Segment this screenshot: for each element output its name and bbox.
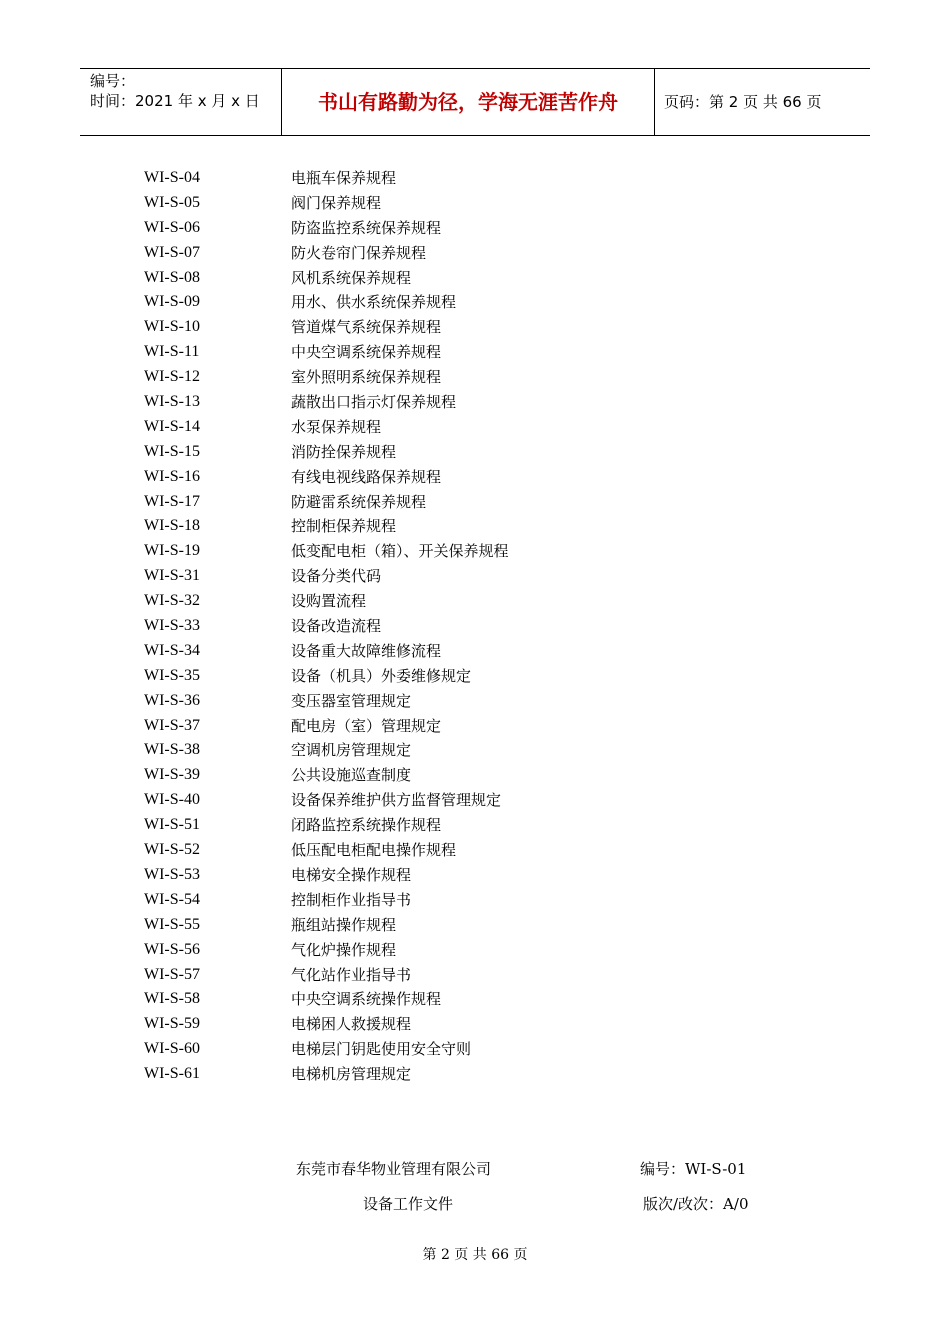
- item-title: 电梯机房管理规定: [291, 1065, 412, 1084]
- item-title: 瓶组站操作规程: [291, 915, 397, 934]
- item-code: WI-S-05: [144, 193, 200, 211]
- item-title: 设备重大故障维修流程: [291, 641, 442, 660]
- list-item: [144, 913, 744, 938]
- list-item: [144, 191, 744, 216]
- item-title: 设备（机具）外委维修规定: [291, 666, 472, 685]
- list-item: [144, 813, 744, 838]
- header-time-label: 时间：2021 年 x 月 x 日: [90, 92, 260, 110]
- item-code: WI-S-39: [144, 766, 200, 784]
- item-title: 室外照明系统保养规程: [291, 368, 442, 387]
- item-code: WI-S-53: [144, 865, 200, 883]
- list-item: [144, 440, 744, 465]
- list-item: [144, 415, 744, 440]
- item-code: WI-S-40: [144, 791, 200, 809]
- item-code: WI-S-59: [144, 1015, 200, 1033]
- item-title: 闭路监控系统操作规程: [291, 816, 442, 835]
- item-title: 中央空调系统操作规程: [291, 990, 442, 1009]
- footer-doc-number: 编号：WI-S-01: [640, 1160, 747, 1178]
- item-code: WI-S-36: [144, 691, 200, 709]
- list-item: [144, 987, 744, 1012]
- item-title: 电梯安全操作规程: [291, 865, 412, 884]
- item-code: WI-S-16: [144, 467, 200, 485]
- list-item: [144, 938, 744, 963]
- list-item: [144, 539, 744, 564]
- header-page-label: 页码：第 2 页 共 66 页: [664, 93, 822, 111]
- item-title: 防盗监控系统保养规程: [291, 218, 442, 237]
- item-title: 防火卷帘门保养规程: [291, 243, 427, 262]
- list-item: [144, 465, 744, 490]
- document-list: [144, 166, 744, 1087]
- item-code: WI-S-09: [144, 293, 200, 311]
- item-code: WI-S-33: [144, 617, 200, 635]
- item-code: WI-S-38: [144, 741, 200, 759]
- list-item: [144, 514, 744, 539]
- footer-revision: 版次/改次：A/0: [643, 1195, 749, 1213]
- item-title: 阀门保养规程: [291, 193, 382, 212]
- item-code: WI-S-56: [144, 940, 200, 958]
- item-code: WI-S-17: [144, 492, 200, 510]
- item-code: WI-S-13: [144, 393, 200, 411]
- item-code: WI-S-19: [144, 542, 200, 560]
- item-code: WI-S-61: [144, 1065, 200, 1083]
- header-motto: 书山有路勤为径，学海无涯苦作舟: [282, 69, 655, 135]
- item-title: 设备改造流程: [291, 617, 382, 636]
- item-code: WI-S-37: [144, 716, 200, 734]
- item-title: 控制柜保养规程: [291, 517, 397, 536]
- list-item: [144, 863, 744, 888]
- item-code: WI-S-06: [144, 218, 200, 236]
- list-item: [144, 365, 744, 390]
- list-item: [144, 166, 744, 191]
- item-code: WI-S-34: [144, 641, 200, 659]
- list-item: [144, 490, 744, 515]
- list-item: [144, 888, 744, 913]
- list-item: [144, 216, 744, 241]
- list-item: [144, 714, 744, 739]
- item-code: WI-S-31: [144, 567, 200, 585]
- list-item: [144, 838, 744, 863]
- item-title: 水泵保养规程: [291, 417, 382, 436]
- item-title: 电梯困人救援规程: [291, 1015, 412, 1034]
- list-item: [144, 589, 744, 614]
- list-item: [144, 241, 744, 266]
- item-title: 公共设施巡查制度: [291, 766, 412, 785]
- item-title: 电瓶车保养规程: [291, 169, 397, 187]
- item-code: WI-S-15: [144, 442, 200, 460]
- item-code: WI-S-18: [144, 517, 200, 535]
- item-title: 配电房（室）管理规定: [291, 716, 442, 735]
- footer-company: 东莞市春华物业管理有限公司: [296, 1160, 492, 1178]
- item-code: WI-S-54: [144, 890, 200, 908]
- item-code: WI-S-14: [144, 417, 200, 435]
- list-item: [144, 1062, 744, 1087]
- list-item: [144, 639, 744, 664]
- list-item: [144, 315, 744, 340]
- list-item: [144, 738, 744, 763]
- item-title: 有线电视线路保养规程: [291, 467, 442, 486]
- item-title: 设备分类代码: [291, 567, 382, 586]
- item-title: 风机系统保养规程: [291, 268, 412, 287]
- list-item: [144, 614, 744, 639]
- item-title: 用水、供水系统保养规程: [291, 293, 457, 312]
- list-item: [144, 788, 744, 813]
- item-code: WI-S-35: [144, 666, 200, 684]
- item-title: 控制柜作业指导书: [291, 890, 412, 909]
- footer-doc-type: 设备工作文件: [363, 1195, 454, 1213]
- item-code: WI-S-32: [144, 592, 200, 610]
- page-number: 第 2 页 共 66 页: [422, 1247, 528, 1263]
- list-item: [144, 340, 744, 365]
- item-title: 蔬散出口指示灯保养规程: [291, 393, 457, 412]
- item-title: 防避雷系统保养规程: [291, 492, 427, 511]
- list-item: [144, 390, 744, 415]
- page-header: [80, 68, 870, 136]
- item-title: 电梯层门钥匙使用安全守则: [291, 1040, 472, 1059]
- item-code: WI-S-57: [144, 965, 200, 983]
- item-title: 中央空调系统保养规程: [291, 343, 442, 362]
- item-code: WI-S-04: [144, 169, 200, 186]
- item-code: WI-S-52: [144, 841, 200, 859]
- list-item: [144, 1037, 744, 1062]
- list-item: [144, 266, 744, 291]
- list-item: [144, 689, 744, 714]
- item-code: WI-S-10: [144, 318, 200, 336]
- item-code: WI-S-51: [144, 816, 200, 834]
- list-item: [144, 1012, 744, 1037]
- item-title: 设备保养维护供方监督管理规定: [291, 791, 502, 810]
- list-item: [144, 963, 744, 988]
- item-code: WI-S-11: [144, 343, 200, 361]
- list-item: [144, 564, 744, 589]
- list-item: [144, 290, 744, 315]
- list-item: [144, 664, 744, 689]
- header-number-label: 编号：: [90, 72, 136, 90]
- item-title: 空调机房管理规定: [291, 741, 412, 760]
- header-meta: [80, 69, 282, 135]
- list-item: [144, 763, 744, 788]
- item-code: WI-S-58: [144, 990, 200, 1008]
- item-code: WI-S-60: [144, 1040, 200, 1058]
- item-code: WI-S-55: [144, 915, 200, 933]
- item-code: WI-S-08: [144, 268, 200, 286]
- item-title: 管道煤气系统保养规程: [291, 318, 442, 337]
- item-title: 气化站作业指导书: [291, 965, 412, 984]
- item-title: 变压器室管理规定: [291, 691, 412, 710]
- item-title: 消防拴保养规程: [291, 442, 397, 461]
- item-title: 设购置流程: [291, 592, 367, 611]
- item-code: WI-S-12: [144, 368, 200, 386]
- item-code: WI-S-07: [144, 243, 200, 261]
- item-title: 气化炉操作规程: [291, 940, 397, 959]
- item-title: 低变配电柜（箱）、开关保养规程: [291, 542, 509, 561]
- item-title: 低压配电柜配电操作规程: [291, 841, 457, 860]
